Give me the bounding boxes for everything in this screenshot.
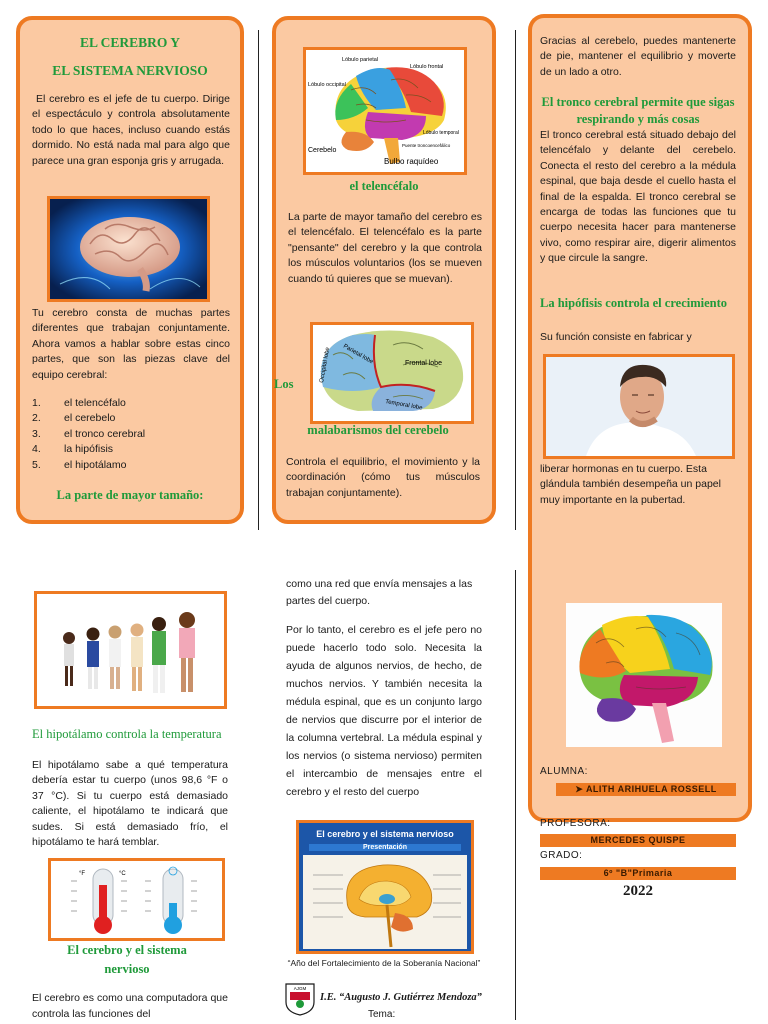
- list-item: 4. la hipófisis: [32, 443, 114, 456]
- brain-photo: [47, 196, 210, 302]
- hipofisis-text-b: liberar hormonas en tu cuerpo. Esta glándula también desempeña un papel muy importante en la pubertad.: [540, 463, 721, 506]
- cerebelo-text: Controla el equilibrio, el movimiento y la coordinación (cómo tus músculos trabajan conjuntamente).: [286, 456, 480, 499]
- crest-text: AJGM: [293, 986, 307, 991]
- brain-lobes-diagram: [303, 47, 467, 175]
- thermo-f-label: °F: [79, 871, 86, 877]
- brain-glow-illustration: [50, 199, 207, 299]
- slide-title: El cerebro y el sistema nervioso: [316, 829, 454, 839]
- lobe-label-parietal: Parietal lobe: [342, 343, 374, 366]
- profesora-name-bar: MERCEDES QUISPE: [540, 834, 736, 847]
- label-bulbo: Bulbo raquídeo: [384, 157, 439, 166]
- list-item: 1. el telencéfalo: [32, 397, 126, 409]
- title-line-2: EL SISTEMA NERVIOSO: [52, 63, 208, 78]
- hipofisis-text-a: Su función consiste en fabricar y: [540, 331, 692, 343]
- label-occipital: Lóbulo occipital: [308, 82, 346, 88]
- lobe-label-frontal: Frontal lobe: [405, 360, 442, 367]
- list-item: 3. el tronco cerebral: [32, 427, 146, 440]
- colored-brain-illustration: [306, 50, 464, 172]
- school-name: I.E. “Augusto J. Gutiérrez Mendoza”: [320, 992, 482, 1003]
- thermo-c-label: °C: [119, 871, 126, 877]
- brain-lobes-photo: [310, 322, 474, 424]
- fold-line-right: [515, 30, 516, 530]
- nervous-system-illustration: [303, 855, 467, 949]
- cerebro-computer-text: El cerebro es como una computadora que controla las funciones del: [32, 992, 228, 1020]
- grado-value-bar: 6º "B"Primaria: [540, 867, 736, 880]
- alumna-name: ALITH ARIHUELA ROSSELL: [585, 784, 717, 794]
- brain-color-photo: [566, 603, 722, 747]
- title-line-1: EL CEREBRO Y: [79, 35, 181, 50]
- breathing-man-photo: [543, 354, 735, 459]
- year-text: 2022: [623, 883, 653, 899]
- subtitle-largest-part: La parte de mayor tamaño:: [56, 488, 204, 502]
- colored-brain-side-illustration: [566, 603, 722, 747]
- fold-line-right-lower: [515, 570, 516, 1020]
- label-frontal: Lóbulo frontal: [410, 64, 444, 70]
- heading-hipofisis: La hipófisis controla el crecimiento: [540, 296, 728, 310]
- grado-label: GRADO:: [540, 850, 583, 861]
- lobes-illustration: [313, 325, 471, 421]
- fold-line-left: [258, 30, 259, 530]
- panel-intro: [16, 16, 244, 524]
- tema-label: Tema:: [368, 1009, 396, 1020]
- label-temporal: Lóbulo temporal: [423, 130, 459, 136]
- profesora-label: PROFESORA:: [540, 818, 611, 829]
- kids-photo: [34, 591, 227, 709]
- label-cerebelo: Cerebelo: [308, 147, 337, 154]
- network-text: como una red que envía mensajes a las partes del cuerpo.: [286, 578, 473, 607]
- heading-cerebelo-part1: Los: [274, 377, 294, 391]
- tronco-text: El tronco cerebral está situado debajo del telencéfalo y delante del cerebelo. Conecta el resto del cerebro a la médula espinal, que baja desde el cuello hasta el final de la espalda. El tronco cerebral se encarga de todas las funciones que tu cuerpo necesita hacer para mantenerse vivo, como respirar aire, digerir alimentos y que circule la sangre.: [540, 129, 736, 265]
- hipotalamo-text: El hipotálamo sabe a qué temperatura debería estar tu cuerpo (unos 98,6 °F o 37 °C). Si tu cuerpo está demasiado caliente, el hipotálamo te indicará que sudes. Si está demasiado frío, el hipotálamo te hará temblar.: [32, 759, 228, 849]
- lobe-label-temporal: Temporal lobe: [384, 399, 423, 412]
- telencefalo-text: La parte de mayor tamaño del cerebro es el telencéfalo. El telencéfalo es la parte "pensante" del cerebro y la que controla los músculos voluntarios (los se mueven cuando tú quieres que se muevan).: [288, 211, 482, 285]
- lobe-label-occipital: Occipital lobe: [319, 346, 332, 384]
- alumna-name-bar: [556, 783, 736, 796]
- heading-hipotalamo: El hipotálamo controla la temperatura: [32, 727, 222, 741]
- heading-cerebro-sistema: El cerebro y el sistema nervioso: [67, 943, 187, 976]
- thermometers-illustration: [51, 861, 222, 938]
- thermometers-photo: [48, 858, 225, 941]
- heading-cerebelo-part2: malabarismos del cerebelo: [307, 423, 449, 437]
- label-parietal: Lóbulo parietal: [342, 57, 379, 63]
- alumna-label: ALUMNA:: [540, 766, 588, 777]
- intro-text: El cerebro es el jefe de tu cuerpo. Dirige el espectáculo y controla absolutamente todo lo que haces, incluso cuando estás dormido. No está nada mal para algo que parece una gran esponja gris y arrugada.: [32, 93, 230, 167]
- arrow-icon: ➤: [575, 784, 586, 794]
- parts-list: [32, 396, 222, 473]
- list-item: 2. el cerebelo: [32, 412, 116, 425]
- slide-diagram-area: [303, 855, 467, 949]
- panel-telencefalo: [272, 16, 496, 524]
- label-pons: Puente troncoencefálico: [402, 143, 451, 148]
- parts-intro-text: Tu cerebro consta de muchas partes diferentes que trabajan conjuntamente. Ahora vamos a hablar sobre estas cinco partes, que son las piezas clave del equipo cerebral:: [32, 307, 230, 381]
- children-illustration: [37, 594, 224, 706]
- crest-icon: [282, 982, 318, 1016]
- heading-telencefalo: el telencéfalo: [349, 179, 419, 193]
- list-item: 5. el hipotálamo: [32, 458, 127, 471]
- school-crest: [282, 982, 318, 1016]
- heading-tronco-cerebral: El tronco cerebral permite que sigas respirando y más cosas: [541, 95, 735, 126]
- slide-image: [296, 820, 474, 954]
- man-breathing-illustration: [546, 357, 732, 456]
- cerebelo-balance-text: Gracias al cerebelo, puedes mantenerte de pie, mantener el equilibrio y moverte de un lado a otro.: [540, 35, 736, 78]
- slide-subtitle: Presentación: [309, 844, 461, 851]
- year-motto: “Año del Fortalecimiento de la Soberanía Nacional”: [287, 958, 481, 968]
- jefe-text: Por lo tanto, el cerebro es el jefe pero no puede hacerlo todo solo. Necesita la ayuda de algunos nervios, de hecho, de muchos nervios. Y también necesita la médula espinal, que es un conjunto largo de nervios que discurre por el interior de la columna vertebral. La médula espinal y los nervios (o sistema nervioso) permiten el intercambio de mensajes entre el cerebro y el resto del cuerpo: [286, 624, 482, 798]
